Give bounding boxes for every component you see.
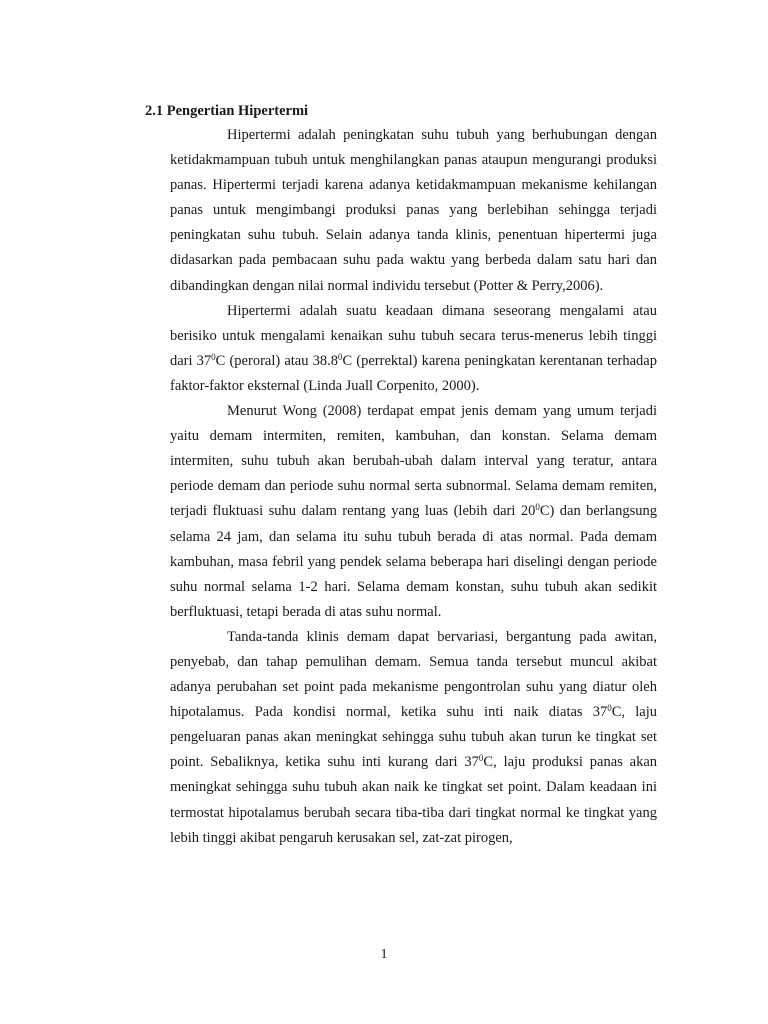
paragraph	[170, 399, 657, 625]
text-run: Menurut Wong (2008) terdapat empat jenis demam yang umum terjadi yaitu demam intermiten, remiten, kambuhan, dan konstan. Selama demam intermiten, suhu tubuh akan berubah-ubah dalam interval yang teratur, antara periode demam dan periode suhu normal serta subnormal. Selama demam remiten, terjadi fluktuasi suhu dalam rentang yang luas (lebih dari 20	[170, 403, 657, 520]
section-heading: 2.1 Pengertian Hipertermi	[145, 103, 309, 119]
superscript: 0	[607, 703, 612, 714]
paragraph	[170, 625, 657, 851]
text-run: C, laju pengeluaran panas akan meningkat sehingga suhu tubuh akan turun ke tingkat set point. Sebaliknya, ketika suhu inti kurang dari 37	[170, 704, 657, 771]
text-run: Hipertermi adalah suatu keadaan dimana seseorang mengalami atau berisiko untuk mengalami kenaikan suhu tubuh secara terus-menerus lebih tinggi dari 37	[170, 302, 657, 369]
paragraph	[170, 299, 657, 399]
text-run: Hipertermi adalah peningkatan suhu tubuh yang berhubungan dengan ketidakmampuan tubuh untuk menghilangkan panas ataupun mengurangi produksi panas. Hipertermi terjadi karena adanya ketidakmampuan mekanisme kehilangan panas untuk mengimbangi produksi panas yang berlebihan sehingga terjadi peningkatan suhu tubuh. Selain adanya tanda klinis, penentuan hipertermi juga didasarkan pada pembacaan suhu pada waktu yang berbeda dalam satu hari dan dibandingkan dengan nilai normal individu tersebut (Potter & Perry,2006).	[170, 127, 657, 294]
text-run: C, laju produksi panas akan meningkat sehingga suhu tubuh akan naik ke tingkat set point. Dalam keadaan ini termostat hipotalamus berubah secara tiba-tiba dari tingkat normal ke tingkat yang lebih tinggi akibat pengaruh kerusakan sel, zat-zat pirogen,	[170, 754, 658, 846]
text-run: C) dan berlangsung selama 24 jam, dan selama itu suhu tubuh berada di atas normal. Pada demam kambuhan, masa febril yang pendek selama beberapa hari diselingi dengan periode suhu normal selama 1-2 hari. Selama demam konstan, suhu tubuh akan sedikit berfluktuasi, tetapi berada di atas suhu normal.	[170, 503, 657, 620]
paragraph	[170, 123, 657, 299]
text-run: Tanda-tanda klinis demam dapat bervariasi, bergantung pada awitan, penyebab, dan tahap pemulihan demam. Semua tanda tersebut muncul akibat adanya perubahan set point pada mekanisme pengontrolan suhu yang diatur oleh hipotalamus. Pada kondisi normal, ketika suhu inti naik diatas 37	[170, 628, 657, 721]
superscript: 0	[478, 753, 484, 764]
superscript: 0	[535, 502, 540, 513]
superscript: 0	[211, 351, 216, 362]
superscript: 0	[337, 351, 343, 362]
body-text	[170, 123, 657, 851]
text-run: C (peroral) atau 38.8	[215, 352, 338, 369]
text-run: C (perrektal) karena peningkatan kerentanan terhadap faktor-faktor eksternal (Linda Juall Corpenito, 2000).	[170, 352, 657, 394]
page-number: 1	[380, 947, 388, 962]
